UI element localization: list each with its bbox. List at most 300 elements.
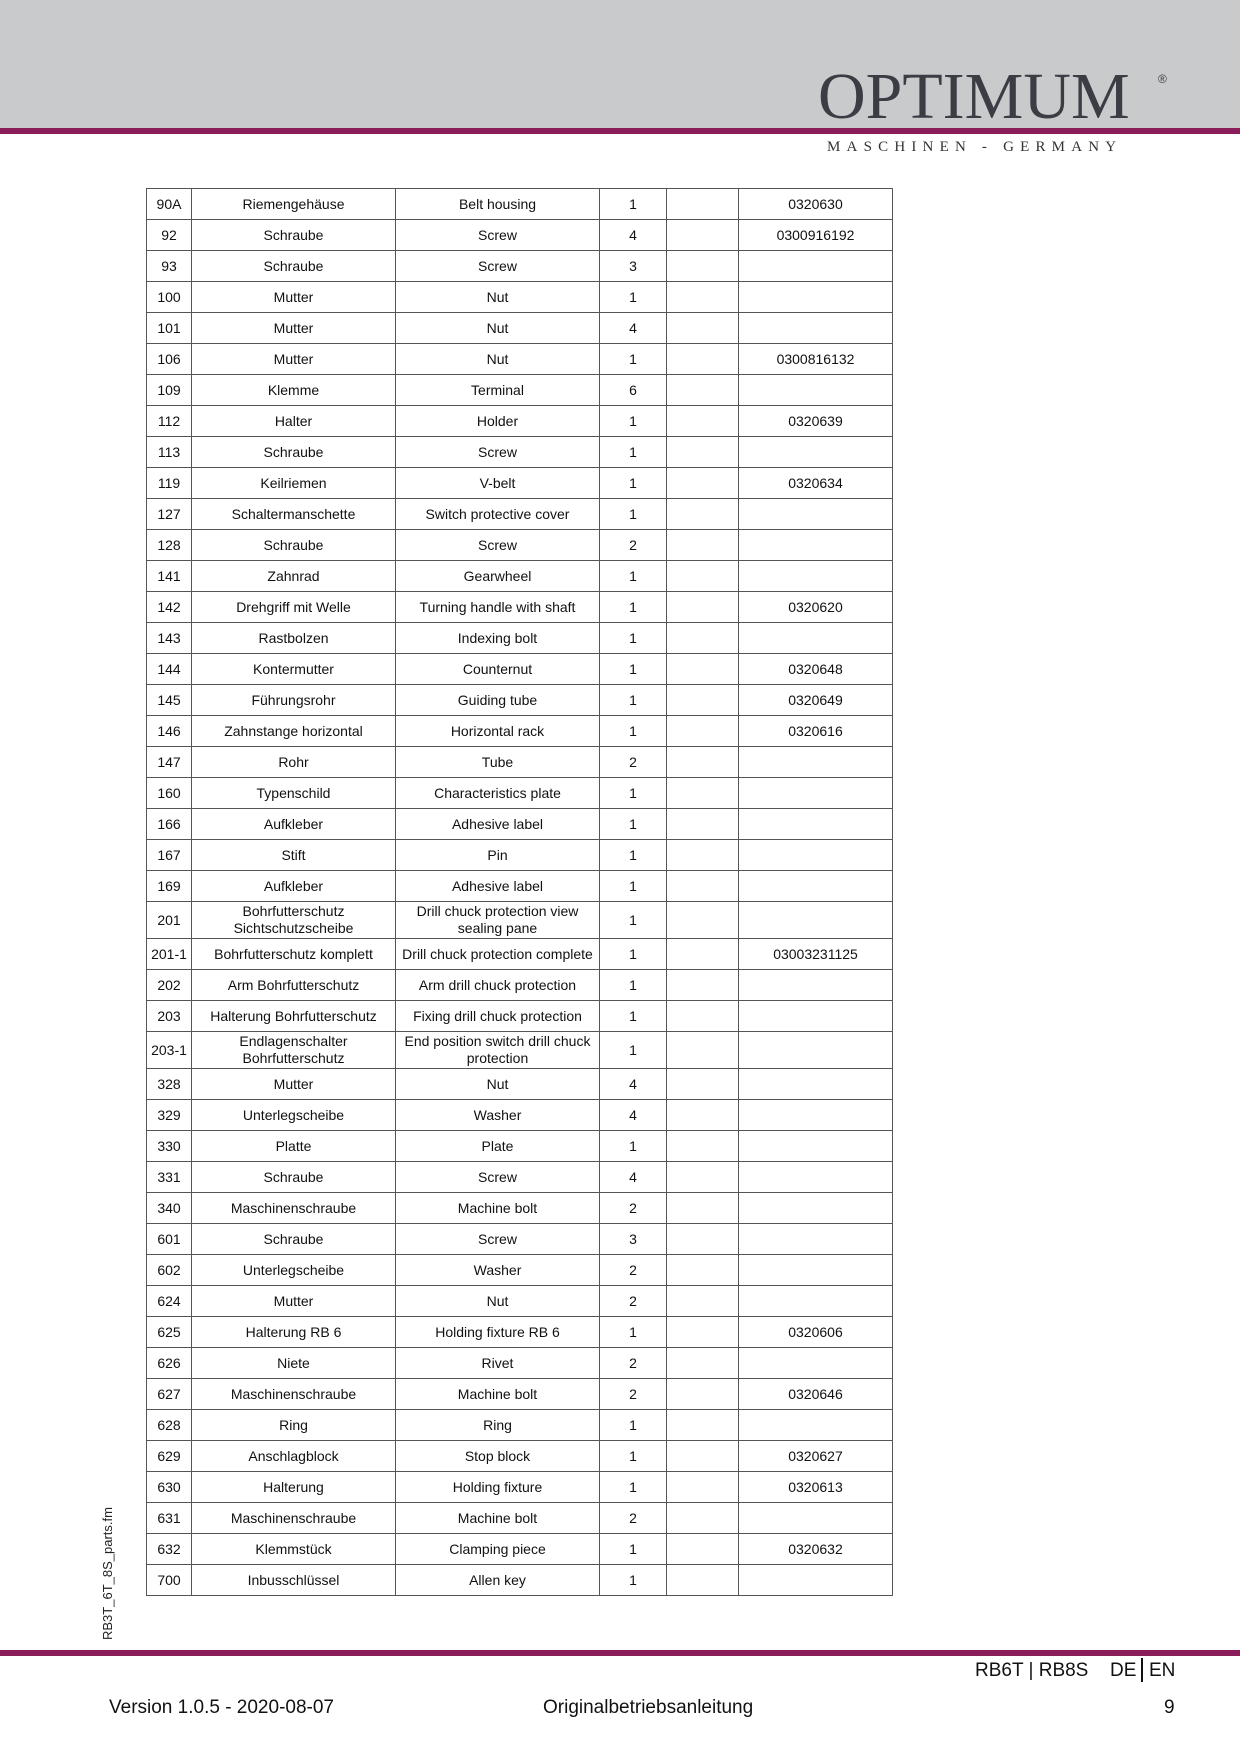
cell-blank — [667, 344, 739, 375]
table-row — [147, 1193, 893, 1224]
cell-quantity: 4 — [600, 313, 667, 344]
table-row — [147, 1032, 893, 1069]
cell-blank — [667, 282, 739, 313]
cell-description-de: Maschinenschraube — [192, 1503, 396, 1534]
table-row — [147, 716, 893, 747]
cell-position: 144 — [147, 654, 192, 685]
cell-blank — [667, 809, 739, 840]
cell-description-de: Aufkleber — [192, 809, 396, 840]
cell-position: 167 — [147, 840, 192, 871]
cell-article-number: 0320627 — [739, 1441, 893, 1472]
cell-quantity: 4 — [600, 1162, 667, 1193]
cell-quantity: 1 — [600, 654, 667, 685]
cell-position: 166 — [147, 809, 192, 840]
cell-description-en: Screw — [396, 251, 600, 282]
table-row — [147, 251, 893, 282]
cell-description-de: Halter — [192, 406, 396, 437]
table-row — [147, 375, 893, 406]
cell-description-de: Unterlegscheibe — [192, 1100, 396, 1131]
cell-position: 601 — [147, 1224, 192, 1255]
cell-description-en: Machine bolt — [396, 1503, 600, 1534]
cell-article-number — [739, 375, 893, 406]
table-row — [147, 1534, 893, 1565]
cell-description-de: Schraube — [192, 437, 396, 468]
cell-description-de: Schraube — [192, 1162, 396, 1193]
cell-position: 328 — [147, 1069, 192, 1100]
cell-quantity: 1 — [600, 499, 667, 530]
cell-quantity: 2 — [600, 1286, 667, 1317]
cell-description-en: V-belt — [396, 468, 600, 499]
cell-description-en: Plate — [396, 1131, 600, 1162]
cell-description-en: Tube — [396, 747, 600, 778]
table-row — [147, 1565, 893, 1596]
cell-description-de: Inbusschlüssel — [192, 1565, 396, 1596]
footer-rule — [0, 1650, 1240, 1656]
cell-article-number: 03003231125 — [739, 939, 893, 970]
cell-position: 160 — [147, 778, 192, 809]
footer-document-title: Originalbetriebsanleitung — [543, 1697, 754, 1718]
cell-description-de: Aufkleber — [192, 871, 396, 902]
cell-description-de: Keilriemen — [192, 468, 396, 499]
cell-position: 203 — [147, 1001, 192, 1032]
cell-article-number — [739, 530, 893, 561]
cell-position: 203-1 — [147, 1032, 192, 1069]
cell-article-number: 0320630 — [739, 189, 893, 220]
cell-blank — [667, 1032, 739, 1069]
cell-article-number: 0320606 — [739, 1317, 893, 1348]
cell-article-number — [739, 1100, 893, 1131]
cell-article-number — [739, 313, 893, 344]
cell-blank — [667, 375, 739, 406]
cell-quantity: 1 — [600, 437, 667, 468]
cell-description-de: Zahnstange horizontal — [192, 716, 396, 747]
cell-description-en: Gearwheel — [396, 561, 600, 592]
cell-description-de: Halterung — [192, 1472, 396, 1503]
cell-description-en: Holding fixture — [396, 1472, 600, 1503]
cell-description-en: Arm drill chuck protection — [396, 970, 600, 1001]
table-row — [147, 1100, 893, 1131]
table-row — [147, 654, 893, 685]
table-row — [147, 437, 893, 468]
cell-description-en: Holder — [396, 406, 600, 437]
cell-quantity: 1 — [600, 871, 667, 902]
table-row — [147, 871, 893, 902]
cell-description-de: Schaltermanschette — [192, 499, 396, 530]
cell-article-number: 0320646 — [739, 1379, 893, 1410]
cell-blank — [667, 1565, 739, 1596]
cell-description-de: Führungsrohr — [192, 685, 396, 716]
cell-position: 147 — [147, 747, 192, 778]
cell-article-number: 0320634 — [739, 468, 893, 499]
cell-description-de: Unterlegscheibe — [192, 1255, 396, 1286]
cell-blank — [667, 499, 739, 530]
table-row — [147, 1286, 893, 1317]
cell-quantity: 1 — [600, 970, 667, 1001]
cell-article-number — [739, 1131, 893, 1162]
cell-blank — [667, 1534, 739, 1565]
cell-description-en: Rivet — [396, 1348, 600, 1379]
cell-blank — [667, 1472, 739, 1503]
cell-quantity: 4 — [600, 220, 667, 251]
cell-blank — [667, 1224, 739, 1255]
cell-description-de: Endlagenschalter Bohrfutterschutz — [192, 1032, 396, 1069]
cell-description-de: Zahnrad — [192, 561, 396, 592]
cell-blank — [667, 220, 739, 251]
table-row — [147, 1348, 893, 1379]
cell-description-de: Mutter — [192, 282, 396, 313]
cell-article-number — [739, 1565, 893, 1596]
cell-blank — [667, 654, 739, 685]
cell-position: 101 — [147, 313, 192, 344]
cell-quantity: 1 — [600, 344, 667, 375]
cell-blank — [667, 468, 739, 499]
cell-blank — [667, 561, 739, 592]
cell-position: 106 — [147, 344, 192, 375]
cell-article-number — [739, 902, 893, 939]
cell-position: 112 — [147, 406, 192, 437]
cell-quantity: 1 — [600, 778, 667, 809]
cell-description-de: Klemmstück — [192, 1534, 396, 1565]
cell-blank — [667, 189, 739, 220]
cell-description-de: Ring — [192, 1410, 396, 1441]
cell-description-en: Pin — [396, 840, 600, 871]
cell-description-en: Nut — [396, 313, 600, 344]
cell-description-de: Schraube — [192, 220, 396, 251]
table-row — [147, 1503, 893, 1534]
cell-description-en: Screw — [396, 1162, 600, 1193]
table-row — [147, 1131, 893, 1162]
cell-blank — [667, 406, 739, 437]
cell-blank — [667, 1255, 739, 1286]
cell-position: 119 — [147, 468, 192, 499]
cell-blank — [667, 1348, 739, 1379]
cell-blank — [667, 623, 739, 654]
cell-position: 100 — [147, 282, 192, 313]
cell-quantity: 2 — [600, 530, 667, 561]
cell-blank — [667, 1441, 739, 1472]
footer-model: RB6T | RB8S — [975, 1660, 1089, 1681]
cell-quantity: 1 — [600, 1001, 667, 1032]
cell-quantity: 1 — [600, 406, 667, 437]
cell-article-number — [739, 437, 893, 468]
cell-position: 630 — [147, 1472, 192, 1503]
cell-article-number: 0320648 — [739, 654, 893, 685]
cell-position: 627 — [147, 1379, 192, 1410]
cell-blank — [667, 970, 739, 1001]
cell-blank — [667, 685, 739, 716]
table-row — [147, 685, 893, 716]
cell-blank — [667, 1001, 739, 1032]
cell-position: 624 — [147, 1286, 192, 1317]
cell-quantity: 2 — [600, 1503, 667, 1534]
cell-blank — [667, 1503, 739, 1534]
cell-description-en: Terminal — [396, 375, 600, 406]
cell-blank — [667, 1193, 739, 1224]
cell-description-en: Nut — [396, 1286, 600, 1317]
table-row — [147, 1069, 893, 1100]
table-row — [147, 406, 893, 437]
cell-quantity: 4 — [600, 1069, 667, 1100]
table-row — [147, 499, 893, 530]
cell-position: 625 — [147, 1317, 192, 1348]
cell-description-en: Clamping piece — [396, 1534, 600, 1565]
cell-description-en: Horizontal rack — [396, 716, 600, 747]
cell-quantity: 4 — [600, 1100, 667, 1131]
footer-lang-de: DE — [1110, 1660, 1137, 1681]
brand-logo: OPTIMUM — [818, 60, 1130, 133]
cell-article-number: 0320616 — [739, 716, 893, 747]
cell-description-en: End position switch drill chuck protection — [396, 1032, 600, 1069]
cell-quantity: 1 — [600, 561, 667, 592]
cell-quantity: 1 — [600, 1441, 667, 1472]
cell-quantity: 3 — [600, 251, 667, 282]
cell-blank — [667, 840, 739, 871]
cell-blank — [667, 592, 739, 623]
cell-description-en: Stop block — [396, 1441, 600, 1472]
cell-description-en: Belt housing — [396, 189, 600, 220]
cell-article-number — [739, 1069, 893, 1100]
cell-blank — [667, 1317, 739, 1348]
cell-description-en: Machine bolt — [396, 1379, 600, 1410]
cell-quantity: 1 — [600, 716, 667, 747]
cell-description-de: Rohr — [192, 747, 396, 778]
cell-description-de: Stift — [192, 840, 396, 871]
cell-quantity: 1 — [600, 1032, 667, 1069]
cell-article-number: 0300916192 — [739, 220, 893, 251]
table-row — [147, 189, 893, 220]
cell-quantity: 1 — [600, 1534, 667, 1565]
cell-quantity: 2 — [600, 1348, 667, 1379]
table-row — [147, 220, 893, 251]
cell-description-de: Bohrfutterschutz Sichtschutzscheibe — [192, 902, 396, 939]
cell-article-number — [739, 871, 893, 902]
cell-quantity: 1 — [600, 189, 667, 220]
cell-description-de: Schraube — [192, 530, 396, 561]
cell-description-de: Schraube — [192, 1224, 396, 1255]
parts-table-body — [147, 189, 893, 1596]
cell-quantity: 1 — [600, 939, 667, 970]
cell-article-number: 0320620 — [739, 592, 893, 623]
cell-quantity: 1 — [600, 1472, 667, 1503]
cell-description-de: Platte — [192, 1131, 396, 1162]
cell-article-number — [739, 778, 893, 809]
table-row — [147, 561, 893, 592]
cell-description-de: Mutter — [192, 1286, 396, 1317]
cell-description-de: Mutter — [192, 1069, 396, 1100]
cell-position: 631 — [147, 1503, 192, 1534]
cell-quantity: 6 — [600, 375, 667, 406]
cell-article-number: 0320613 — [739, 1472, 893, 1503]
cell-position: 629 — [147, 1441, 192, 1472]
cell-description-de: Bohrfutterschutz komplett — [192, 939, 396, 970]
cell-article-number — [739, 1001, 893, 1032]
table-row — [147, 592, 893, 623]
cell-article-number — [739, 251, 893, 282]
cell-blank — [667, 902, 739, 939]
table-row — [147, 313, 893, 344]
table-row — [147, 970, 893, 1001]
cell-description-de: Klemme — [192, 375, 396, 406]
cell-position: 330 — [147, 1131, 192, 1162]
table-row — [147, 939, 893, 970]
cell-position: 143 — [147, 623, 192, 654]
cell-description-en: Adhesive label — [396, 809, 600, 840]
cell-description-en: Counternut — [396, 654, 600, 685]
cell-description-en: Guiding tube — [396, 685, 600, 716]
cell-description-de: Typenschild — [192, 778, 396, 809]
cell-position: 340 — [147, 1193, 192, 1224]
cell-quantity: 1 — [600, 468, 667, 499]
table-row — [147, 778, 893, 809]
cell-description-en: Washer — [396, 1255, 600, 1286]
cell-position: 700 — [147, 1565, 192, 1596]
cell-quantity: 1 — [600, 902, 667, 939]
cell-blank — [667, 1286, 739, 1317]
cell-position: 142 — [147, 592, 192, 623]
cell-quantity: 1 — [600, 623, 667, 654]
cell-quantity: 1 — [600, 1410, 667, 1441]
cell-description-de: Schraube — [192, 251, 396, 282]
cell-quantity: 2 — [600, 1379, 667, 1410]
cell-quantity: 1 — [600, 1565, 667, 1596]
cell-position: 202 — [147, 970, 192, 1001]
cell-blank — [667, 716, 739, 747]
cell-description-en: Indexing bolt — [396, 623, 600, 654]
cell-description-de: Arm Bohrfutterschutz — [192, 970, 396, 1001]
cell-blank — [667, 437, 739, 468]
cell-position: 201-1 — [147, 939, 192, 970]
cell-quantity: 1 — [600, 282, 667, 313]
cell-position: 169 — [147, 871, 192, 902]
cell-description-de: Riemengehäuse — [192, 189, 396, 220]
cell-position: 109 — [147, 375, 192, 406]
cell-description-en: Nut — [396, 344, 600, 375]
cell-position: 128 — [147, 530, 192, 561]
cell-quantity: 1 — [600, 592, 667, 623]
cell-position: 113 — [147, 437, 192, 468]
cell-blank — [667, 1131, 739, 1162]
cell-position: 141 — [147, 561, 192, 592]
cell-quantity: 2 — [600, 1193, 667, 1224]
cell-description-en: Fixing drill chuck protection — [396, 1001, 600, 1032]
cell-article-number: 0300816132 — [739, 344, 893, 375]
table-row — [147, 1162, 893, 1193]
cell-description-en: Ring — [396, 1410, 600, 1441]
registered-mark: ® — [1158, 72, 1167, 86]
table-row — [147, 809, 893, 840]
table-row — [147, 282, 893, 313]
cell-description-en: Turning handle with shaft — [396, 592, 600, 623]
table-row — [147, 902, 893, 939]
cell-position: 145 — [147, 685, 192, 716]
cell-description-en: Screw — [396, 530, 600, 561]
table-row — [147, 1255, 893, 1286]
cell-description-de: Halterung RB 6 — [192, 1317, 396, 1348]
cell-blank — [667, 313, 739, 344]
cell-article-number — [739, 1410, 893, 1441]
cell-position: 329 — [147, 1100, 192, 1131]
cell-article-number — [739, 1162, 893, 1193]
cell-article-number — [739, 1503, 893, 1534]
cell-description-de: Mutter — [192, 313, 396, 344]
cell-quantity: 1 — [600, 1317, 667, 1348]
cell-article-number — [739, 1286, 893, 1317]
cell-description-de: Niete — [192, 1348, 396, 1379]
cell-blank — [667, 778, 739, 809]
cell-position: 146 — [147, 716, 192, 747]
cell-blank — [667, 939, 739, 970]
cell-position: 201 — [147, 902, 192, 939]
cell-description-de: Maschinenschraube — [192, 1379, 396, 1410]
footer-version: Version 1.0.5 - 2020-08-07 — [109, 1697, 334, 1718]
cell-description-de: Drehgriff mit Welle — [192, 592, 396, 623]
cell-quantity: 2 — [600, 1255, 667, 1286]
cell-article-number — [739, 561, 893, 592]
cell-description-en: Switch protective cover — [396, 499, 600, 530]
brand-tagline: MASCHINEN - GERMANY — [827, 139, 1123, 155]
cell-description-en: Nut — [396, 282, 600, 313]
cell-article-number — [739, 1032, 893, 1069]
cell-article-number: 0320632 — [739, 1534, 893, 1565]
cell-article-number — [739, 499, 893, 530]
cell-article-number — [739, 1348, 893, 1379]
cell-position: 331 — [147, 1162, 192, 1193]
cell-description-de: Kontermutter — [192, 654, 396, 685]
cell-position: 90A — [147, 189, 192, 220]
cell-article-number — [739, 282, 893, 313]
cell-position: 626 — [147, 1348, 192, 1379]
cell-article-number — [739, 1255, 893, 1286]
cell-description-en: Drill chuck protection complete — [396, 939, 600, 970]
footer-lang-separator — [1141, 1658, 1143, 1682]
cell-description-en: Allen key — [396, 1565, 600, 1596]
cell-blank — [667, 1410, 739, 1441]
table-row — [147, 1410, 893, 1441]
cell-description-de: Mutter — [192, 344, 396, 375]
table-row — [147, 1379, 893, 1410]
cell-quantity: 1 — [600, 685, 667, 716]
cell-quantity: 2 — [600, 747, 667, 778]
table-row — [147, 623, 893, 654]
table-row — [147, 344, 893, 375]
cell-description-de: Anschlagblock — [192, 1441, 396, 1472]
table-row — [147, 1472, 893, 1503]
table-row — [147, 1317, 893, 1348]
cell-blank — [667, 1100, 739, 1131]
cell-position: 92 — [147, 220, 192, 251]
cell-description-de: Rastbolzen — [192, 623, 396, 654]
cell-description-en: Characteristics plate — [396, 778, 600, 809]
cell-description-en: Machine bolt — [396, 1193, 600, 1224]
table-row — [147, 840, 893, 871]
cell-blank — [667, 1162, 739, 1193]
cell-blank — [667, 871, 739, 902]
cell-blank — [667, 1379, 739, 1410]
cell-article-number: 0320649 — [739, 685, 893, 716]
cell-quantity: 1 — [600, 840, 667, 871]
cell-description-en: Screw — [396, 437, 600, 468]
parts-table — [146, 188, 893, 1596]
cell-article-number — [739, 809, 893, 840]
cell-description-de: Halterung Bohrfutterschutz — [192, 1001, 396, 1032]
table-row — [147, 747, 893, 778]
cell-article-number — [739, 970, 893, 1001]
cell-blank — [667, 251, 739, 282]
cell-position: 93 — [147, 251, 192, 282]
cell-position: 628 — [147, 1410, 192, 1441]
cell-article-number — [739, 623, 893, 654]
cell-description-en: Screw — [396, 1224, 600, 1255]
